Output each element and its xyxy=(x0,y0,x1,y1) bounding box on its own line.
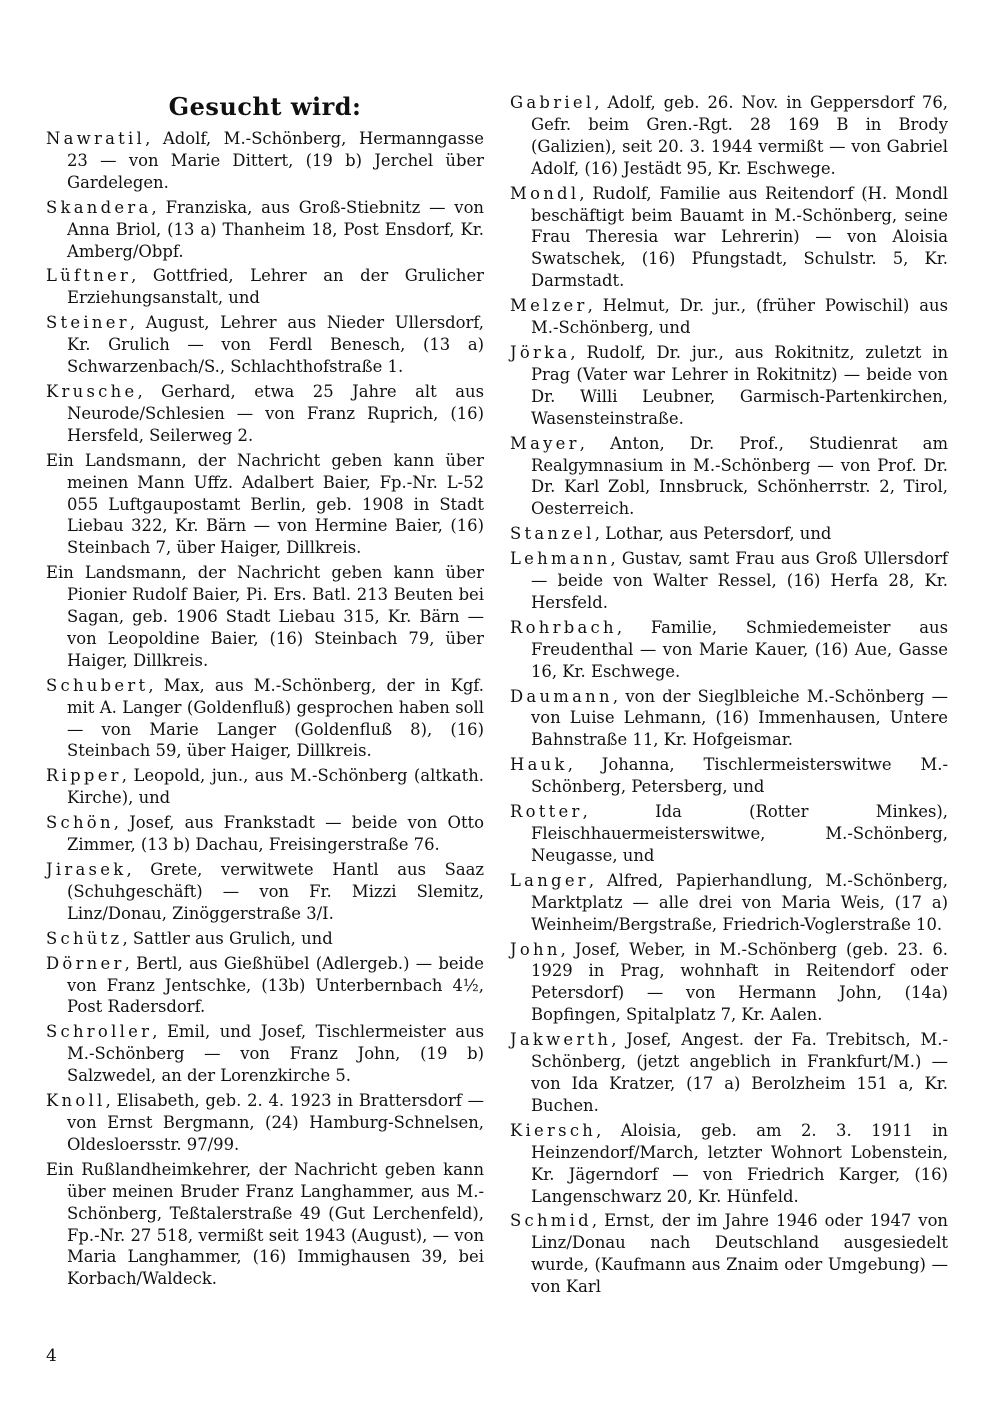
search-entry xyxy=(510,617,948,683)
left-column xyxy=(46,92,484,1293)
entry-surname: Schroller xyxy=(46,1022,153,1042)
search-entry xyxy=(510,686,948,752)
search-entry xyxy=(510,1029,948,1117)
entry-surname: Melzer xyxy=(510,296,588,316)
search-entry xyxy=(46,812,484,856)
entry-text: , Johanna, Tischlermeisterswitwe M.-Schönberg, Petersberg, und xyxy=(531,755,948,797)
search-entry xyxy=(46,265,484,309)
right-entry-list xyxy=(510,92,948,1298)
entry-surname: Mayer xyxy=(510,433,580,453)
entry-surname: Krusche xyxy=(46,381,138,401)
search-entry xyxy=(510,433,948,521)
entry-surname: Ripper xyxy=(46,766,122,786)
entry-text: , Adolf, M.-Schönberg, Hermanngasse 23 — von Marie Dittert, (19 b) Jerchel über Gardelegen. xyxy=(67,129,484,192)
entry-surname: Jirasek xyxy=(46,860,127,879)
entry-surname: Daumann xyxy=(510,686,613,706)
entry-text: , Grete, verwitwete Hantl aus Saaz (Schuhgeschäft) — von Fr. Mizzi Slemitz, Linz/Donau, Zinöggerstraße 3/I. xyxy=(67,860,484,923)
entry-surname: Skandera xyxy=(46,197,152,217)
entry-surname: Kiersch xyxy=(510,1120,597,1140)
search-entry xyxy=(510,939,948,1027)
entry-text: , Josef, Weber, in M.-Schönberg (geb. 23. 6. 1929 in Prag, wohnhaft in Reitendorf oder Petersdorf) — von Hermann John, (14a) Bopfingen, Spitalplatz 7, Kr. Aalen. xyxy=(531,939,948,1025)
search-entry xyxy=(46,1159,484,1290)
entry-text: , Rudolf, Familie aus Reitendorf (H. Mondl beschäftigt beim Bauamt in M.-Schönberg, seine Frau Theresia war Lehrerin) — von Aloisia Swatschek, (16) Pfungstadt, Schulstr. 5, Kr. Darmstadt. xyxy=(531,183,948,291)
entry-text: , Bertl, aus Gießhübel (Adlergeb.) — beide von Franz Jentschke, (13b) Unterbernbach 4½, Post Radersdorf. xyxy=(67,953,484,1017)
search-entry xyxy=(510,870,948,936)
search-entry xyxy=(46,1021,484,1087)
entry-surname: Steiner xyxy=(46,313,130,333)
search-entry xyxy=(46,562,484,672)
section-heading: Gesucht wird: xyxy=(168,92,362,121)
search-entry xyxy=(46,1090,484,1156)
entry-surname: Hauk xyxy=(510,755,568,775)
search-entry xyxy=(510,1120,948,1208)
entry-surname: Schmid xyxy=(510,1211,592,1231)
entry-text: , Adolf, geb. 26. Nov. in Geppersdorf 76, Gefr. beim Gren.-Rgt. 28 169 B in Brody (Galizien), seit 20. 3. 1944 vermißt — von Gabriel Adolf, (16) Jestädt 95, Kr. Eschwege. xyxy=(531,93,948,178)
search-entry xyxy=(46,765,484,809)
entry-surname: Jakwerth xyxy=(510,1030,612,1050)
search-entry xyxy=(510,801,948,867)
entry-surname: Mondl xyxy=(510,183,580,203)
entry-surname: Lüftner xyxy=(46,266,132,286)
entry-text: , Aloisia, geb. am 2. 3. 1911 in Heinzendorf/March, letzter Wohnort Lobenstein, Kr. Jägerndorf — von Friedrich Karger, (16) Langenschwarz 20, Kr. Hünfeld. xyxy=(531,1120,948,1206)
entry-text: , Max, aus M.-Schönberg, der in Kgf. mit A. Langer (Goldenfluß) gesprochen haben soll — von Marie Langer (Goldenfluß 8), (16) Steinbach 59, über Haiger, Dillkreis. xyxy=(67,675,484,761)
search-entry xyxy=(510,92,948,180)
entry-text: Ein Landsmann, der Nachricht geben kann über meinen Mann Uffz. Adalbert Baier, Fp.-Nr. L-52 055 Luftgaupostamt Berlin, geb. 1908 in Stadt Liebau 322, Kr. Bärn — von Hermine Baier, (16) Steinbach 7, über Haiger, Dillkreis. xyxy=(46,450,484,558)
entry-surname: Gabriel xyxy=(510,93,595,112)
entry-text: , Franziska, aus Groß-Stiebnitz — von Anna Briol, (13 a) Thanheim 18, Post Ensdorf, Kr. Amberg/Obpf. xyxy=(67,197,484,261)
search-entry xyxy=(46,312,484,378)
entry-text: , von der Sieglbleiche M.-Schönberg — von Luise Lehmann, (16) Immenhausen, Untere Bahnstraße 11, Kr. Hofgeismar. xyxy=(531,686,948,750)
entry-surname: Rotter xyxy=(510,802,583,822)
entry-text: , Rudolf, Dr. jur., aus Rokitnitz, zuletzt in Prag (Vater war Lehrer in Rokitnitz) — beide von Dr. Willi Leubner, Garmisch-Partenkirchen, Wasensteinstraße. xyxy=(531,342,948,428)
entry-text: , Ernst, der im Jahre 1946 oder 1947 von Linz/Donau nach Deutschland ausgesiedelt wurde, (Kaufmann aus Znaim oder Umgebung) — von Karl xyxy=(531,1211,948,1297)
search-entry xyxy=(46,859,484,925)
page-number: 4 xyxy=(46,1346,57,1366)
search-entry xyxy=(46,197,484,263)
search-entry xyxy=(510,754,948,798)
entry-text: , Gustav, samt Frau aus Groß Ullersdorf — beide von Walter Ressel, (16) Herfa 28, Kr. Hersfeld. xyxy=(531,549,948,612)
search-entry xyxy=(46,928,484,950)
entry-surname: Stanzel xyxy=(510,524,595,544)
entry-surname: Dörner xyxy=(46,953,125,973)
entry-surname: Schütz xyxy=(46,928,123,948)
entry-text: Ein Landsmann, der Nachricht geben kann über Pionier Rudolf Baier, Pi. Ers. Batl. 213 Beuten bei Sagan, geb. 1906 Stadt Liebau 315, Kr. Bärn — von Leopoldine Baier, (16) Steinbach 79, über Haiger, Dillkreis. xyxy=(46,563,484,670)
entry-text: , Emil, und Josef, Tischlermeister aus M.-Schönberg — von Franz John, (19 b) Salzwedel, an der Lorenzkirche 5. xyxy=(67,1022,484,1086)
entry-text: , Gottfried, Lehrer an der Grulicher Erziehungsanstalt, und xyxy=(67,266,484,308)
entry-text: , Josef, aus Frankstadt — beide von Otto Zimmer, (13 b) Dachau, Freisingerstraße 76. xyxy=(67,813,484,855)
entry-text: , Familie, Schmiedemeister aus Freudenthal — von Marie Kauer, (16) Aue, Gasse 16, Kr. Eschwege. xyxy=(531,617,948,681)
search-entry xyxy=(510,295,948,339)
entry-text: , Helmut, Dr. jur., (früher Powischil) aus M.-Schönberg, und xyxy=(531,296,948,338)
entry-text: , Elisabeth, geb. 2. 4. 1923 in Brattersdorf — von Ernst Bergmann, (24) Hamburg-Schnelsen, Oldesloersstr. 97/99. xyxy=(67,1091,484,1154)
search-entry xyxy=(510,1210,948,1298)
entry-text: , Sattler aus Grulich, und xyxy=(122,928,333,948)
entry-text: , Gerhard, etwa 25 Jahre alt aus Neurode/Schlesien — von Franz Ruprich, (16) Hersfeld, Seilerweg 2. xyxy=(67,381,484,445)
search-entry xyxy=(510,548,948,614)
entry-text: Ein Rußlandheimkehrer, der Nachricht geben kann über meinen Bruder Franz Langhammer, aus M.-Schönberg, Teßtalerstraße 49 (Gut Lerchenfeld), Fp.-Nr. 27 518, vermißt seit 1943 (August), — von Maria Langhammer, (16) Immighausen 39, bei Korbach/Waldeck. xyxy=(46,1159,484,1289)
entry-text: , Josef, Angest. der Fa. Trebitsch, M.-Schönberg, (jetzt angeblich in Frankfurt/M.) — von Ida Kratzer, (17 a) Berolzheim 151 a, Kr. Buchen. xyxy=(531,1030,948,1115)
entry-text: , Alfred, Papierhandlung, M.-Schönberg, Marktplatz — alle drei von Maria Weis, (17 a) Weinheim/Bergstraße, Friedrich-Voglerstraße 10. xyxy=(531,870,948,934)
entry-surname: Nawratil xyxy=(46,129,146,148)
search-entry xyxy=(510,183,948,293)
search-entry xyxy=(46,450,484,560)
entry-surname: John xyxy=(510,939,561,959)
search-entry xyxy=(510,523,948,545)
right-column xyxy=(510,92,948,1301)
entry-text: , Lothar, aus Petersdorf, und xyxy=(594,524,832,544)
entry-surname: Schubert xyxy=(46,675,149,695)
search-entry xyxy=(46,953,484,1019)
entry-surname: Rohrbach xyxy=(510,617,617,637)
search-entry xyxy=(46,128,484,194)
entry-surname: Lehmann xyxy=(510,549,611,569)
left-entry-list xyxy=(46,128,484,1290)
search-entry xyxy=(46,675,484,763)
entry-text: , August, Lehrer aus Nieder Ullersdorf, Kr. Grulich — von Ferdl Benesch, (13 a) Schwarzenbach/S., Schlachthofstraße 1. xyxy=(67,313,484,377)
entry-text: , Leopold, jun., aus M.-Schönberg (altkath. Kirche), und xyxy=(67,766,484,808)
entry-text: , Anton, Dr. Prof., Studienrat am Realgymnasium in M.-Schönberg — von Prof. Dr. Dr. Karl Zobl, Innsbruck, Schönherrstr. 2, Tirol, Oesterreich. xyxy=(531,433,948,519)
entry-surname: Jörka xyxy=(510,342,571,362)
entry-surname: Langer xyxy=(510,870,589,890)
entry-text: , Ida (Rotter Minkes), Fleischhauermeisterswitwe, M.-Schönberg, Neugasse, und xyxy=(531,802,948,865)
entry-surname: Schön xyxy=(46,813,114,833)
entry-surname: Knoll xyxy=(46,1091,106,1111)
search-entry xyxy=(510,342,948,430)
search-entry xyxy=(46,381,484,447)
